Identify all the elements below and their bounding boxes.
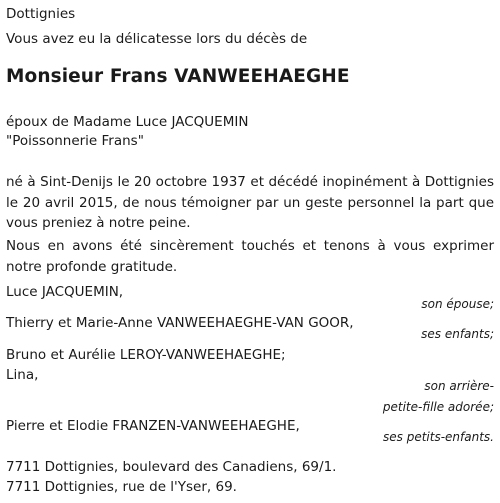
gratitude-paragraph: Nous en avons été sincèrement touchés et tenons à vous exprimer notre profonde gratitude. — [6, 238, 494, 275]
great-grandchild-role-line-2: petite-fille adorée; — [382, 400, 494, 414]
children-name: Thierry et Marie-Anne VANWEEHAEGHE-VAN GOOR, — [6, 315, 354, 331]
location-heading: Dottignies — [6, 6, 76, 22]
great-grandchild-role-line-1: son arrière- — [424, 379, 494, 393]
spouse-role: son épouse; — [421, 297, 494, 311]
deceased-name: Monsieur Frans VANWEEHAEGHE — [6, 66, 350, 87]
grandchild-parents-name: Bruno et Aurélie LEROY-VANWEEHAEGHE; — [6, 347, 286, 363]
children-role: ses enfants; — [421, 327, 494, 341]
spouse-name: Luce JACQUEMIN, — [6, 284, 124, 300]
address-line-1: 7711 Dottignies, boulevard des Canadiens, 69/1. — [6, 459, 337, 475]
nickname-line: "Poissonnerie Frans" — [6, 133, 144, 149]
spouse-line: époux de Madame Luce JACQUEMIN — [6, 114, 249, 130]
address-line-2: 7711 Dottignies, rue de l'Yser, 69. — [6, 479, 237, 495]
birth-death-paragraph: né à Sint-Denijs le 20 octobre 1937 et décédé inopinément à Dottignies le 20 avril 2015, de nous témoigner par un geste personnel la part que vous preniez à notre peine. — [6, 174, 494, 231]
intro-text: Vous avez eu la délicatesse lors du décès de — [6, 31, 308, 47]
grandchildren-role: ses petits-enfants. — [383, 430, 494, 444]
grandchildren-name: Pierre et Elodie FRANZEN-VANWEEHAEGHE, — [6, 418, 300, 434]
great-grandchild-name: Lina, — [6, 367, 39, 383]
